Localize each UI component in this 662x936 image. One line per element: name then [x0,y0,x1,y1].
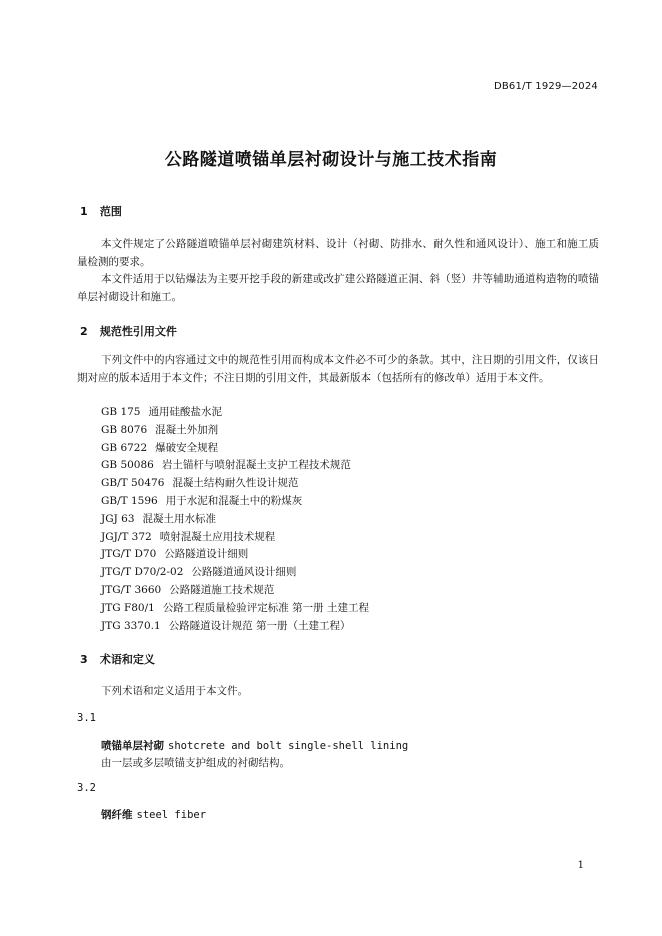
terms-intro-paragraph: 下列术语和定义适用于本文件。 [101,685,248,697]
page-title: 公路隧道喷锚单层衬砌设计与施工技术指南 [164,150,498,170]
reference-code: JTG/T D70/2-02 [101,566,184,579]
term-chinese: 钢纤维 [101,809,133,821]
reference-code: GB/T 1596 [101,494,158,507]
term-english: steel fiber [136,809,207,821]
reference-item [101,529,369,547]
term-number: 3.2 [77,782,96,794]
reference-name: 爆破安全规程 [155,441,219,454]
reference-code: JTG F80/1 [101,601,155,614]
reference-code: GB 175 [101,406,141,418]
reference-name: 公路隧道设计规范 第一册（土建工程） [168,619,351,632]
section-number: 3 [80,653,88,666]
reference-item [101,493,369,511]
section-number: 1 [80,205,88,218]
section-title: 规范性引用文件 [99,325,177,338]
reference-name: 混凝土结构耐久性设计规范 [172,477,299,490]
reference-item [101,440,369,458]
section-heading-refs [80,323,177,339]
section-heading-scope [80,203,122,219]
scope-paragraph-1: 本文件规定了公路隧道喷锚单层衬砌建筑材料、设计（衬砌、防排水、耐久性和通风设计）、施工和施工质量检测的要求。 [77,238,599,268]
term-definition: 由一层或多层喷锚支护组成的衬砌结构。 [101,757,290,769]
reference-item [101,475,369,493]
reference-item [101,546,369,564]
reference-name: 喷射混凝土应用技术规程 [159,530,276,543]
reference-item [101,564,369,582]
section-title: 术语和定义 [99,653,155,666]
section-title: 范围 [99,205,122,218]
reference-item [101,511,369,529]
reference-name: 岩土锚杆与喷射混凝土支护工程技术规范 [161,459,351,472]
reference-code: JGJ/T 372 [101,530,152,543]
section-heading-terms [80,651,155,667]
reference-name: 公路隧道设计细则 [164,548,249,561]
reference-item [101,582,369,600]
reference-code: JTG 3370.1 [101,619,161,632]
reference-code: JGJ 63 [101,512,135,525]
term-entry [101,738,408,753]
term-number: 3.1 [77,712,96,724]
reference-item [101,618,369,636]
refs-intro-paragraph: 下列文件中的内容通过文中的规范性引用而构成本文件必不可少的条款。其中，注日期的引用文件，仅该日期对应的版本适用于本文件；不注日期的引用文件，其最新版本（包括所有的修改单）适用于本文件。 [77,354,599,384]
reference-list [101,404,369,635]
reference-name: 公路工程质量检验评定标准 第一册 土建工程 [162,601,369,614]
term-chinese: 喷锚单层衬砌 [101,740,164,752]
reference-name: 通用硅酸盐水泥 [148,406,222,418]
reference-name: 公路隧道通风设计细则 [191,566,297,579]
reference-item [101,457,369,475]
section-number: 2 [80,325,88,338]
reference-code: GB/T 50476 [101,477,165,490]
document-id: DB61/T 1929—2024 [493,81,598,92]
term-english: shotcrete and bolt single-shell lining [168,740,409,752]
reference-name: 混凝土外加剂 [155,423,219,436]
reference-item [101,404,369,422]
term-entry [101,807,206,822]
page-number: 1 [577,860,584,871]
reference-name: 用于水泥和混凝土中的粉煤灰 [165,494,303,507]
reference-code: GB 8076 [101,423,148,436]
scope-paragraph-2: 本文件适用于以钻爆法为主要开挖手段的新建或改扩建公路隧道正洞、斜（竖）井等辅助通道构造物的喷锚单层衬砌设计和施工。 [77,273,599,303]
reference-item [101,600,369,618]
reference-code: JTG/T 3660 [101,583,162,596]
reference-code: GB 6722 [101,441,148,454]
reference-item [101,422,369,440]
reference-name: 混凝土用水标准 [142,512,217,525]
reference-code: JTG/T D70 [101,548,157,561]
reference-code: GB 50086 [101,459,154,472]
reference-name: 公路隧道施工技术规范 [169,583,275,596]
